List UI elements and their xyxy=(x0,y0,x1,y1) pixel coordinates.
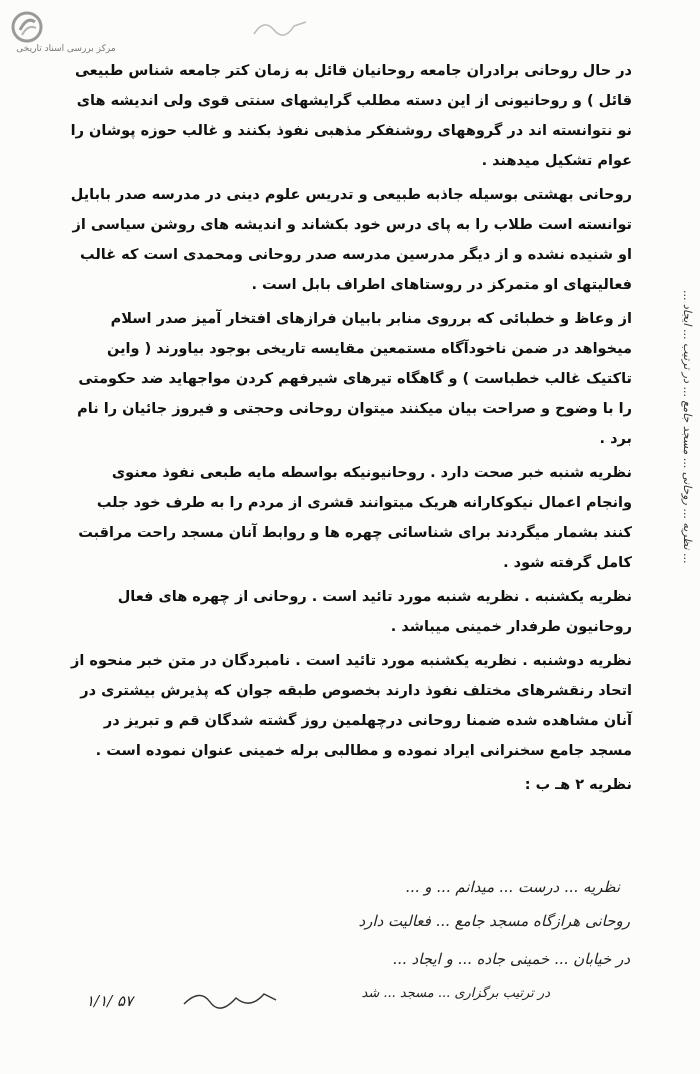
handwritten-line-3: در خیابان ... خمینی جاده ... و ایجاد ... xyxy=(392,950,630,968)
archive-logo-icon xyxy=(10,10,44,44)
paragraph-sunday-opinion: نظریه یکشنبه . نظریه شنبه مورد تائید است . روحانی از چهره های فعال روحانیون طرفدار خمینی میباشد . xyxy=(117,589,632,635)
watermark-text: مرکز بررسی اسناد تاریخی xyxy=(16,44,116,54)
document-body xyxy=(66,56,632,800)
paragraph-preachers: از وعاظ و خطبائی که برروی منابر بابیان فرازهای افتخار آمیز صدر اسلام میخواهد در ضمن ناخودآگاه مستمعین مقایسه تاریخی بوجود بیاورند ( واین تاکتیک غالب خطباست ) و گاهگاه تیرهای شیرفهم کردن مواجهاید ضد حکومتی را با وضوح و صراحت بیان میکنند میتوان روحانی وحجتی و فیروز جائیان را نام برد . xyxy=(77,311,632,447)
paragraph-beheshti: روحانی بهشتی بوسیله جاذبه طبیعی و تدریس علوم دینی در مدرسه صدر بابایل توانسته است طلاب را به پای درس خود بکشاند و اندیشه های روشن سیاسی از او شنیده نشده و از دیگر مدرسین مدرسه صدر روحانی ومحمدی است که غالب فعالیتهای او متمرکز در روستاهای اطراف بابل است . xyxy=(70,187,632,293)
document-date: ۱/۱/ ۵۷ xyxy=(86,992,134,1010)
archive-watermark xyxy=(10,10,44,44)
signature xyxy=(180,984,280,1014)
top-scribble xyxy=(250,16,310,40)
handwritten-line-2: روحانی هرازگاه مسجد جامع ... فعالیت دارد xyxy=(358,912,630,930)
handwritten-line-1: نظریه ... درست ... میدانم ... و ... xyxy=(405,878,620,896)
handwritten-line-4: در ترتیب برگزاری ... مسجد ... شد xyxy=(361,986,550,1001)
paragraph-saturday-opinion: نظریه شنبه خبر صحت دارد . روحانیونیکه بواسطه مایه طبعی نفوذ معنوی وانجام اعمال نیکوکارانه هریک میتوانند قشری از مردم را به طرف خود جلب کنند بشمار میگردند برای شناسائی چهره ها و روابط آنان مسجد راحت مراقبت کامل گرفته شود . xyxy=(78,465,632,571)
paragraph-monday-opinion: نظریه دوشنبه . نظریه یکشنبه مورد تائید است . نامبردگان در متن خبر منحوه از اتحاد رنقشرهای مختلف نفوذ دارند بخصوص طبقه جوان که پذیرش بیشتری در آنان مشاهده شده ضمنا روحانی درچهلمین روز گشته شدگان قم و تبریز در مسجد جامع سخنرانی ایراد نموده و مطالبی برله خمینی عنوان نموده است . xyxy=(71,653,632,759)
margin-handwritten-note: ... نظریه ... روحانی ... مسجد جامع ... در ترتیب ... ایجاد ... xyxy=(681,290,694,564)
paragraph-2hb-opinion: نظریه ۲ هـ ب : xyxy=(524,777,632,793)
paragraph-intro: در حال روحانی برادران جامعه روحانیان قائل به زمان کتر جامعه شناس طبیعی قائل ) و روحانیونی از این دسته مطلب گرایشهای سنتی قوی ولی اندیشه های نو نتوانسته اند در گروههای روشنفکر مذهبی نفوذ بکنند و غالب حوزه پوشان را عوام تشکیل میدهند . xyxy=(70,63,632,169)
